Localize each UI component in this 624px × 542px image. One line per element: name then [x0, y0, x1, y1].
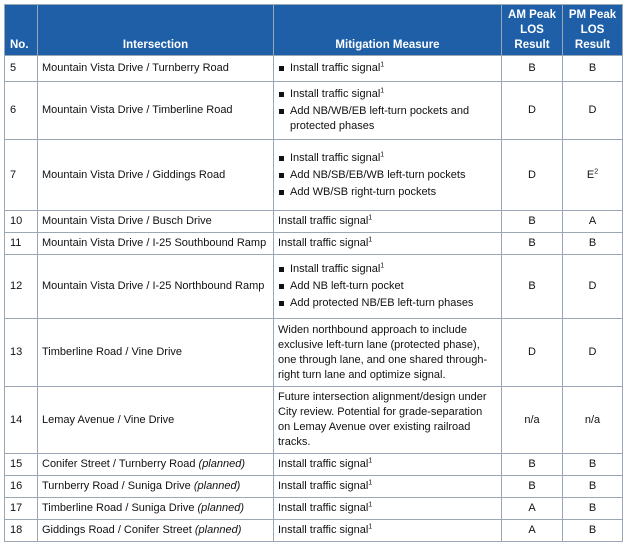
- pm-los-value: B: [588, 524, 597, 536]
- table-row: [5, 211, 623, 233]
- pm-los-cell: [563, 520, 623, 542]
- mitigation-item: [278, 61, 497, 76]
- intersection-cell: [38, 82, 274, 140]
- mitigation-table: [4, 4, 623, 542]
- intersection-name: Timberline Road / Suniga Drive: [42, 502, 195, 514]
- mitigation-text: Install traffic signal: [278, 458, 369, 470]
- row-number: 15: [5, 454, 38, 476]
- mitigation-item: [278, 279, 497, 294]
- footnote-marker: 1: [368, 236, 373, 244]
- am-los-cell: n/a: [502, 387, 563, 454]
- table-row: [5, 319, 623, 387]
- header-intersection: Intersection: [38, 5, 274, 56]
- intersection-cell: [38, 255, 274, 319]
- pm-los-value: B: [588, 502, 597, 514]
- intersection-name: Conifer Street / Turnberry Road: [42, 458, 196, 470]
- mitigation-cell: [274, 255, 502, 319]
- am-los-cell: A: [502, 498, 563, 520]
- am-los-cell: B: [502, 454, 563, 476]
- am-los-cell: B: [502, 255, 563, 319]
- pm-los-cell: [563, 56, 623, 82]
- mitigation-list: [278, 262, 497, 311]
- mitigation-cell: [274, 476, 502, 498]
- pm-los-value: D: [588, 346, 597, 358]
- row-number: 7: [5, 140, 38, 211]
- mitigation-text: Install traffic signal: [278, 502, 369, 514]
- am-los-cell: B: [502, 233, 563, 255]
- table-row: [5, 387, 623, 454]
- mitigation-cell: [274, 211, 502, 233]
- mitigation-item-text: Add NB left-turn pocket: [290, 280, 404, 292]
- mitigation-text: Install traffic signal: [278, 524, 369, 536]
- pm-los-value: B: [588, 458, 597, 470]
- mitigation-item: [278, 185, 497, 200]
- mitigation-item: [278, 104, 497, 134]
- intersection-name: Turnberry Road / Suniga Drive: [42, 480, 191, 492]
- table-row: [5, 82, 623, 140]
- pm-los-value: D: [588, 280, 597, 292]
- am-los-cell: B: [502, 476, 563, 498]
- mitigation-item: [278, 151, 497, 166]
- intersection-name: Mountain Vista Drive / Busch Drive: [42, 215, 212, 227]
- row-number: 10: [5, 211, 38, 233]
- mitigation-item-text: Install traffic signal: [290, 263, 381, 275]
- footnote-marker: 1: [368, 457, 373, 465]
- intersection-cell: [38, 498, 274, 520]
- row-number: 18: [5, 520, 38, 542]
- mitigation-list: [278, 87, 497, 134]
- pm-los-value: B: [588, 480, 597, 492]
- pm-los-cell: [563, 387, 623, 454]
- mitigation-item-text: Install traffic signal: [290, 151, 381, 164]
- intersection-cell: [38, 476, 274, 498]
- footnote-marker: 1: [368, 214, 373, 222]
- pm-los-value: B: [588, 62, 597, 74]
- intersection-cell: [38, 56, 274, 82]
- pm-los-cell: [563, 319, 623, 387]
- mitigation-item: [278, 296, 497, 311]
- mitigation-cell: [274, 82, 502, 140]
- pm-los-cell: [563, 454, 623, 476]
- pm-los-cell: [563, 233, 623, 255]
- mitigation-item-text: Install traffic signal: [290, 62, 381, 74]
- pm-los-cell: [563, 211, 623, 233]
- planned-tag: (planned): [193, 480, 241, 492]
- intersection-cell: [38, 520, 274, 542]
- mitigation-text: Widen northbound approach to include exclusive left-turn lane (protected phase), one through lane, and one shared through-right turn lane and optimize signal.: [278, 323, 488, 381]
- mitigation-list: [278, 61, 497, 76]
- mitigation-cell: [274, 56, 502, 82]
- intersection-name: Mountain Vista Drive / I-25 Southbound Ramp: [42, 237, 267, 249]
- am-los-cell: B: [502, 211, 563, 233]
- mitigation-item-text: Add WB/SB right-turn pockets: [290, 185, 437, 198]
- mitigation-item-text: Add NB/WB/EB left-turn pockets and protected phases: [290, 105, 470, 132]
- header-mitigation: Mitigation Measure: [274, 5, 502, 56]
- row-number: 14: [5, 387, 38, 454]
- intersection-cell: [38, 211, 274, 233]
- am-los-cell: D: [502, 82, 563, 140]
- intersection-name: Mountain Vista Drive / Giddings Road: [42, 168, 226, 181]
- footnote-marker: 1: [368, 479, 373, 487]
- header-am-peak: AM Peak LOS Result: [502, 5, 563, 56]
- table-row: [5, 520, 623, 542]
- footnote-marker: 1: [380, 61, 385, 69]
- table-row: [5, 454, 623, 476]
- mitigation-text: Install traffic signal: [278, 480, 369, 492]
- footnote-marker: 1: [368, 523, 373, 531]
- intersection-name: Lemay Avenue / Vine Drive: [42, 413, 175, 426]
- mitigation-cell: [274, 454, 502, 476]
- table-row: [5, 140, 623, 211]
- pm-los-value: E: [586, 168, 595, 181]
- planned-tag: (planned): [197, 502, 244, 514]
- pm-los-value: B: [588, 237, 597, 249]
- row-number: 16: [5, 476, 38, 498]
- am-los-cell: A: [502, 520, 563, 542]
- mitigation-cell: [274, 387, 502, 454]
- mitigation-item: [278, 262, 497, 277]
- planned-tag: (planned): [198, 458, 246, 470]
- mitigation-item: [278, 168, 497, 183]
- intersection-cell: [38, 140, 274, 211]
- table-row: [5, 255, 623, 319]
- mitigation-list: [278, 151, 497, 200]
- header-row: [5, 5, 623, 56]
- footnote-marker: 1: [368, 501, 373, 509]
- mitigation-text: Install traffic signal: [278, 237, 369, 249]
- mitigation-item-text: Add protected NB/EB left-turn phases: [290, 297, 474, 309]
- pm-los-cell: [563, 498, 623, 520]
- mitigation-text: Install traffic signal: [278, 215, 369, 227]
- am-los-cell: D: [502, 140, 563, 211]
- pm-los-cell: [563, 255, 623, 319]
- row-number: 13: [5, 319, 38, 387]
- pm-los-value: A: [588, 215, 597, 227]
- row-number: 11: [5, 233, 38, 255]
- am-los-cell: D: [502, 319, 563, 387]
- intersection-cell: [38, 233, 274, 255]
- mitigation-cell: [274, 233, 502, 255]
- mitigation-item-text: Install traffic signal: [290, 88, 381, 100]
- pm-los-value: n/a: [584, 413, 601, 426]
- row-number: 12: [5, 255, 38, 319]
- mitigation-item: [278, 87, 497, 102]
- intersection-name: Mountain Vista Drive / I-25 Northbound Ramp: [42, 280, 265, 292]
- intersection-cell: [38, 454, 274, 476]
- row-number: 6: [5, 82, 38, 140]
- footnote-marker: 1: [380, 87, 385, 95]
- footnote-marker: 1: [380, 262, 385, 270]
- mitigation-text: Future intersection alignment/design under City review. Potential for grade-separation on Lemay Avenue over existing railroad tracks.: [278, 391, 487, 448]
- table-row: [5, 498, 623, 520]
- footnote-marker: 2: [594, 167, 599, 175]
- mitigation-cell: [274, 498, 502, 520]
- intersection-name: Timberline Road / Vine Drive: [42, 346, 183, 358]
- table-body: [5, 56, 623, 542]
- am-los-cell: B: [502, 56, 563, 82]
- table-row: [5, 476, 623, 498]
- mitigation-item-text: Add NB/SB/EB/WB left-turn pockets: [290, 168, 466, 181]
- mitigation-cell: [274, 140, 502, 211]
- row-number: 17: [5, 498, 38, 520]
- intersection-cell: [38, 319, 274, 387]
- intersection-name: Mountain Vista Drive / Turnberry Road: [42, 62, 229, 74]
- header-no: No.: [5, 5, 38, 56]
- header-pm-peak: PM Peak LOS Result: [563, 5, 623, 56]
- footnote-marker: 1: [380, 150, 385, 158]
- pm-los-cell: [563, 140, 623, 211]
- planned-tag: (planned): [194, 524, 242, 536]
- table-row: [5, 233, 623, 255]
- pm-los-cell: [563, 82, 623, 140]
- intersection-cell: [38, 387, 274, 454]
- intersection-name: Giddings Road / Conifer Street: [42, 524, 192, 536]
- mitigation-cell: [274, 520, 502, 542]
- pm-los-cell: [563, 476, 623, 498]
- mitigation-cell: [274, 319, 502, 387]
- table-row: [5, 56, 623, 82]
- intersection-name: Mountain Vista Drive / Timberline Road: [42, 104, 233, 116]
- row-number: 5: [5, 56, 38, 82]
- pm-los-value: D: [588, 104, 597, 116]
